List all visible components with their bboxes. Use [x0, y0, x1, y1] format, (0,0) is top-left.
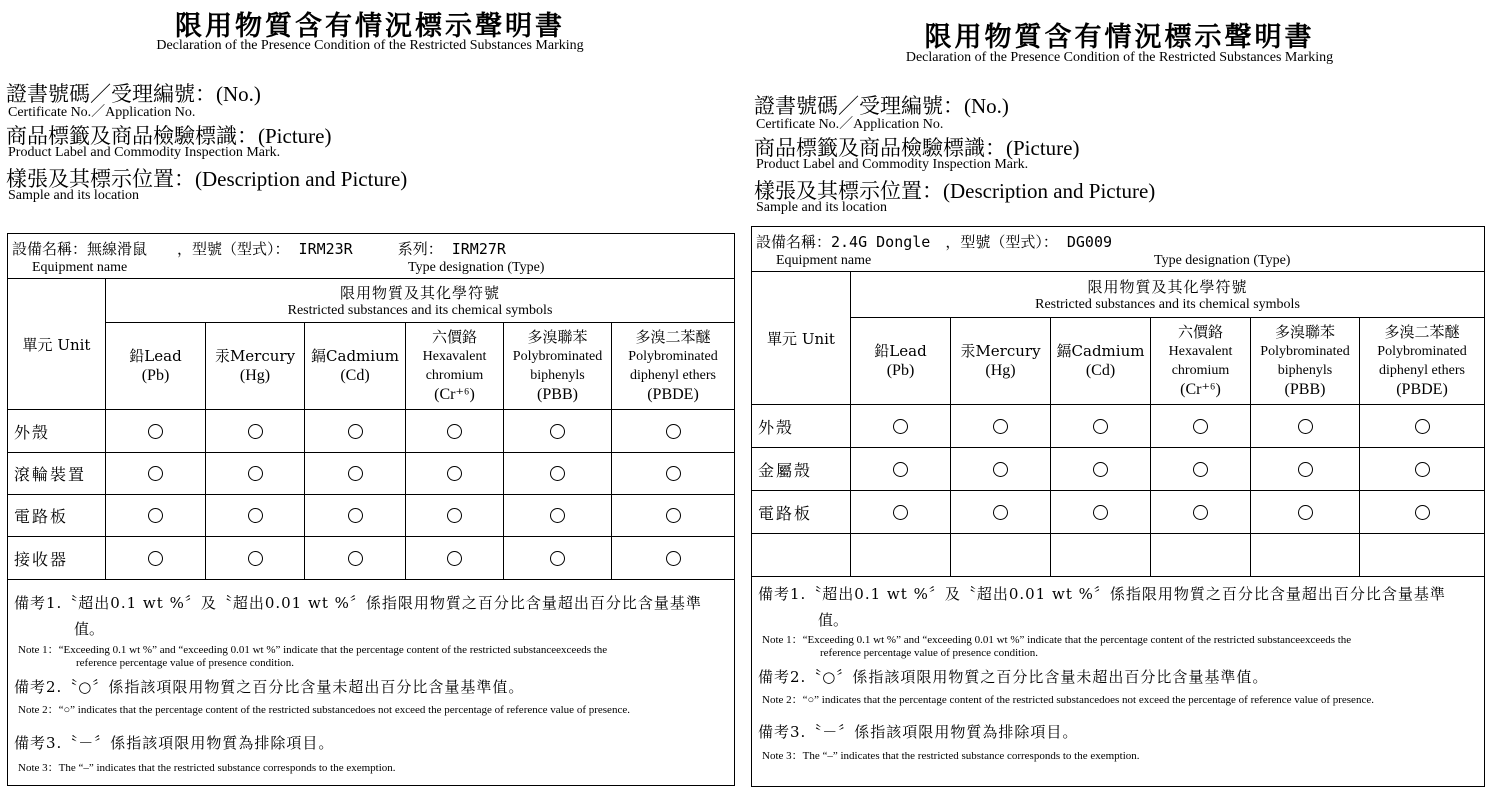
certificate-no-label: 證書號碼／受理編號：(No.)	[6, 82, 261, 106]
column-pbde: 多溴二苯醚 Polybrominated diphenyl ethers (PBDE)	[612, 323, 735, 410]
product-label-label: 商品標籤及商品檢驗標識：(Picture)	[6, 124, 332, 148]
note-1-en-cont: reference percentage value of presence condition.	[820, 647, 1039, 659]
circle-mark-icon	[348, 466, 363, 481]
circle-mark-icon	[348, 508, 363, 523]
circle-mark-icon	[1415, 462, 1430, 477]
circle-mark-icon	[1415, 505, 1430, 520]
note-1-zh-cont: 值。	[74, 620, 105, 638]
unit-header: 單元 Unit	[8, 279, 106, 410]
note-1-en: Note 1：“Exceeding 0.1 wt %” and “exceeding 0.01 wt %” indicate that the percentage content of the restricted substanceexceeds the	[762, 634, 1352, 646]
restricted-substances-table	[7, 233, 735, 786]
column-pbde: 多溴二苯醚 Polybrominated diphenyl ethers (PBDE)	[1360, 318, 1485, 405]
sample-location-label: 樣張及其標示位置：(Description and Picture)	[754, 179, 1156, 203]
equipment-name-en: Equipment name	[32, 260, 128, 275]
product-label-en: Product Label and Commodity Inspection Mark.	[756, 157, 1029, 172]
row-label: 外殼	[8, 410, 106, 453]
circle-mark-icon	[550, 551, 565, 566]
table-row	[8, 537, 735, 580]
row-label: 外殼	[752, 405, 851, 448]
notes-section	[8, 580, 735, 786]
certificate-no-label: 證書號碼／受理編號：(No.)	[754, 94, 1009, 118]
column-lead: 鉛Lead (Pb)	[106, 323, 206, 410]
circle-mark-icon	[1415, 419, 1430, 434]
restricted-substances-table	[751, 226, 1485, 787]
table-row	[752, 448, 1485, 491]
row-label: 電路板	[8, 495, 106, 537]
restricted-header: 限用物質及其化學符號 Restricted substances and its chemical symbols	[106, 279, 735, 323]
circle-mark-icon	[148, 551, 163, 566]
page-subtitle: Declaration of the Presence Condition of the Restricted Substances Marking	[905, 50, 1334, 65]
notes-section	[752, 577, 1485, 787]
circle-mark-icon	[148, 466, 163, 481]
row-label: 金屬殼	[752, 448, 851, 491]
circle-mark-icon	[248, 466, 263, 481]
note-1-en-cont: reference percentage value of presence condition.	[76, 657, 295, 669]
column-pbb: 多溴聯苯 Polybrominated biphenyls (PBB)	[504, 323, 612, 410]
sample-location-en: Sample and its location	[756, 200, 888, 215]
circle-mark-icon	[248, 551, 263, 566]
circle-mark-icon	[666, 551, 681, 566]
circle-mark-icon	[550, 508, 565, 523]
page-title: 限用物質含有情況標示聲明書	[175, 11, 565, 42]
note-2-zh: 備考2.〝○〞係指該項限用物質之百分比含量未超出百分比含量基準值。	[14, 678, 525, 696]
row-label: 電路板	[752, 491, 851, 534]
circle-mark-icon	[148, 508, 163, 523]
substance-columns	[8, 323, 735, 410]
product-label-label: 商品標籤及商品檢驗標識：(Picture)	[754, 136, 1080, 160]
note-3-zh: 備考3.〝－〞係指該項限用物質為排除項目。	[14, 734, 335, 752]
type-designation-en: Type designation (Type)	[1154, 253, 1291, 268]
circle-mark-icon	[1093, 505, 1108, 520]
table-row	[752, 534, 1485, 577]
circle-mark-icon	[447, 508, 462, 523]
restricted-header: 限用物質及其化學符號 Restricted substances and its chemical symbols	[851, 272, 1485, 318]
note-2-en: Note 2：“○” indicates that the percentage content of the restricted substancedoes not exceed the percentage of reference value of presence.	[762, 694, 1374, 706]
note-3-en: Note 3：The “–” indicates that the restricted substance corresponds to the exemption.	[762, 750, 1140, 762]
circle-mark-icon	[447, 424, 462, 439]
column-cadmium: 鎘Cadmium (Cd)	[1051, 318, 1151, 405]
circle-mark-icon	[348, 424, 363, 439]
circle-mark-icon	[248, 424, 263, 439]
note-1-zh-cont: 值。	[818, 611, 849, 629]
column-mercury: 汞Mercury (Hg)	[206, 323, 305, 410]
circle-mark-icon	[447, 551, 462, 566]
equipment-row	[8, 234, 735, 279]
column-pbb: 多溴聯苯 Polybrominated biphenyls (PBB)	[1251, 318, 1360, 405]
equipment-row	[752, 227, 1485, 272]
column-hexavalent-chromium: 六價鉻 Hexavalent chromium (Cr⁺⁶)	[1151, 318, 1251, 405]
circle-mark-icon	[993, 462, 1008, 477]
circle-mark-icon	[1298, 462, 1313, 477]
sample-location-en: Sample and its location	[8, 188, 140, 203]
column-lead: 鉛Lead (Pb)	[851, 318, 951, 405]
note-2-zh: 備考2.〝○〞係指該項限用物質之百分比含量未超出百分比含量基準值。	[758, 668, 1269, 686]
circle-mark-icon	[893, 419, 908, 434]
type-designation-en: Type designation (Type)	[408, 260, 545, 275]
circle-mark-icon	[893, 505, 908, 520]
table-row	[8, 410, 735, 453]
table-row	[752, 491, 1485, 534]
unit-header: 單元 Unit	[752, 272, 851, 405]
circle-mark-icon	[1093, 419, 1108, 434]
circle-mark-icon	[666, 424, 681, 439]
note-1-zh: 備考1.〝超出0.1 wt %〞及〝超出0.01 wt %〞係指限用物質之百分比含量超出百分比含量基準	[758, 585, 1446, 603]
page-subtitle: Declaration of the Presence Condition of the Restricted Substances Marking	[156, 38, 584, 53]
note-2-en: Note 2：“○” indicates that the percentage content of the restricted substancedoes not exceed the percentage of reference value of presence.	[18, 704, 630, 716]
equipment-line: 設備名稱：2.4G Dongle ，型號（型式）： DG009	[756, 233, 1113, 251]
note-3-zh: 備考3.〝－〞係指該項限用物質為排除項目。	[758, 723, 1079, 741]
circle-mark-icon	[1298, 505, 1313, 520]
circle-mark-icon	[666, 466, 681, 481]
certificate-no-en: Certificate No.／Application No.	[8, 105, 196, 120]
circle-mark-icon	[550, 424, 565, 439]
circle-mark-icon	[993, 505, 1008, 520]
note-1-zh: 備考1.〝超出0.1 wt %〞及〝超出0.01 wt %〞係指限用物質之百分比含量超出百分比含量基準	[14, 594, 702, 612]
equipment-line: 設備名稱：無線滑鼠 ，型號（型式）： IRM23R 系列： IRM27R	[12, 240, 506, 258]
product-label-en: Product Label and Commodity Inspection Mark.	[8, 145, 281, 160]
circle-mark-icon	[666, 508, 681, 523]
circle-mark-icon	[893, 462, 908, 477]
substance-columns	[752, 318, 1485, 405]
circle-mark-icon	[1193, 505, 1208, 520]
sample-location-label: 樣張及其標示位置：(Description and Picture)	[6, 167, 408, 191]
table-row	[752, 405, 1485, 448]
note-3-en: Note 3：The “–” indicates that the restricted substance corresponds to the exemption.	[18, 762, 396, 774]
circle-mark-icon	[1193, 419, 1208, 434]
column-hexavalent-chromium: 六價鉻 Hexavalent chromium (Cr⁺⁶)	[406, 323, 504, 410]
certificate-no-en: Certificate No.／Application No.	[756, 117, 944, 132]
circle-mark-icon	[348, 551, 363, 566]
circle-mark-icon	[447, 466, 462, 481]
equipment-name-en: Equipment name	[776, 253, 872, 268]
circle-mark-icon	[1093, 462, 1108, 477]
note-1-en: Note 1：“Exceeding 0.1 wt %” and “exceeding 0.01 wt %” indicate that the percentage content of the restricted substanceexceeds the	[18, 644, 608, 656]
row-label: 滾輪裝置	[8, 453, 106, 495]
circle-mark-icon	[993, 419, 1008, 434]
circle-mark-icon	[1298, 419, 1313, 434]
circle-mark-icon	[1193, 462, 1208, 477]
circle-mark-icon	[148, 424, 163, 439]
table-row	[8, 495, 735, 537]
column-cadmium: 鎘Cadmium (Cd)	[305, 323, 406, 410]
column-mercury: 汞Mercury (Hg)	[951, 318, 1051, 405]
circle-mark-icon	[248, 508, 263, 523]
row-label	[752, 534, 851, 577]
table-row	[8, 453, 735, 495]
page-title: 限用物質含有情況標示聲明書	[924, 22, 1315, 53]
circle-mark-icon	[550, 466, 565, 481]
row-label: 接收器	[8, 537, 106, 580]
